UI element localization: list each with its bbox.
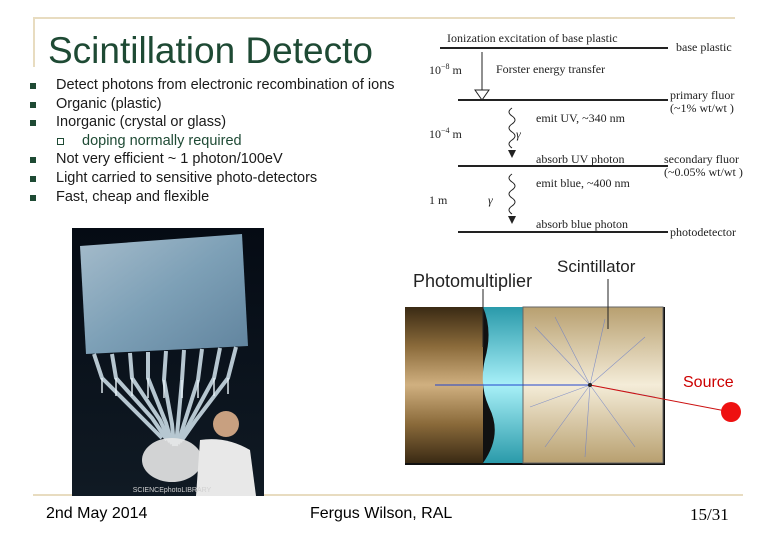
emit-uv-label: emit UV, ~340 nm (536, 111, 625, 125)
sub-bullet-item (30, 132, 410, 151)
scintillator-label: Scintillator (557, 257, 636, 276)
footer-author: Fergus Wilson, RAL (310, 505, 453, 522)
photodetector-label: photodetector (670, 225, 736, 239)
ionization-label: Ionization excitation of base plastic (447, 31, 618, 45)
pmt-scintillator-diagram (405, 247, 765, 469)
scale-label-3: 1 m (429, 193, 448, 207)
page-number: 15/31 (690, 505, 729, 524)
arrow-down-icon (475, 90, 489, 100)
primary-conc-label: (~1% wt/wt ) (670, 101, 734, 115)
bullet-text: Not very efficient ~ 1 photon/100eV (56, 151, 283, 168)
bullet-item (30, 113, 410, 132)
bullet-text: doping normally required (82, 132, 242, 149)
scintillator-photo (72, 228, 264, 496)
top-rule (33, 17, 735, 19)
gamma-symbol-2: γ (488, 193, 493, 207)
scientist-figure (142, 438, 202, 482)
scale-label-1: $10^{-8}$ m (429, 62, 462, 77)
photo-credit: SCIENCEphotoLIBRARY (132, 487, 212, 494)
bullet-square-icon (30, 102, 36, 108)
energy-level-diagram (420, 24, 770, 246)
primary-fluor-label: primary fluor (670, 88, 735, 102)
bullet-text: Inorganic (crystal or glass) (56, 114, 227, 131)
bullet-list (30, 76, 410, 206)
absorb-blue-label: absorb blue photon (536, 217, 628, 231)
bullet-square-icon (30, 83, 36, 89)
bullet-square-icon (30, 120, 36, 126)
scintillator-plate (80, 234, 248, 354)
footer-date: 2nd May 2014 (46, 505, 148, 522)
photomultiplier-label: Photomultiplier (413, 271, 533, 291)
scientist-head (213, 411, 239, 437)
bullet-item (30, 169, 410, 188)
arrow-down-icon (508, 150, 516, 158)
bullet-item (30, 150, 410, 169)
secondary-fluor-label: secondary fluor (664, 152, 739, 166)
emit-blue-label: emit blue, ~400 nm (536, 176, 630, 190)
secondary-conc-label: (~0.05% wt/wt ) (664, 165, 743, 179)
blue-photon-wave (509, 174, 515, 214)
bullet-item (30, 188, 410, 207)
bullet-item (30, 95, 410, 114)
bullet-item (30, 76, 410, 95)
arrow-down-icon (508, 216, 516, 224)
bullet-text: Detect photons from electronic recombination of ions (56, 77, 395, 93)
sub-bullet-square-icon (57, 138, 64, 145)
bullet-text: Organic (plastic) (56, 95, 162, 112)
source-label: Source (683, 374, 734, 391)
gamma-symbol: γ (516, 127, 521, 141)
left-rule (33, 17, 35, 67)
uv-photon-wave (509, 108, 515, 148)
scale-label-2: $10^{-4}$ m (429, 126, 462, 141)
bullet-square-icon (30, 176, 36, 182)
bullet-text: Light carried to sensitive photo-detectors (56, 169, 318, 186)
slide-title: Scintillation Detecto (48, 30, 373, 71)
bullet-text: Fast, cheap and flexible (56, 188, 210, 205)
bullet-square-icon (30, 157, 36, 163)
bullet-square-icon (30, 195, 36, 201)
absorb-uv-label: absorb UV photon (536, 152, 625, 166)
forster-label: Forster energy transfer (496, 62, 606, 76)
base-plastic-label: base plastic (676, 40, 732, 54)
source-dot (721, 402, 741, 422)
interaction-point (588, 383, 592, 387)
